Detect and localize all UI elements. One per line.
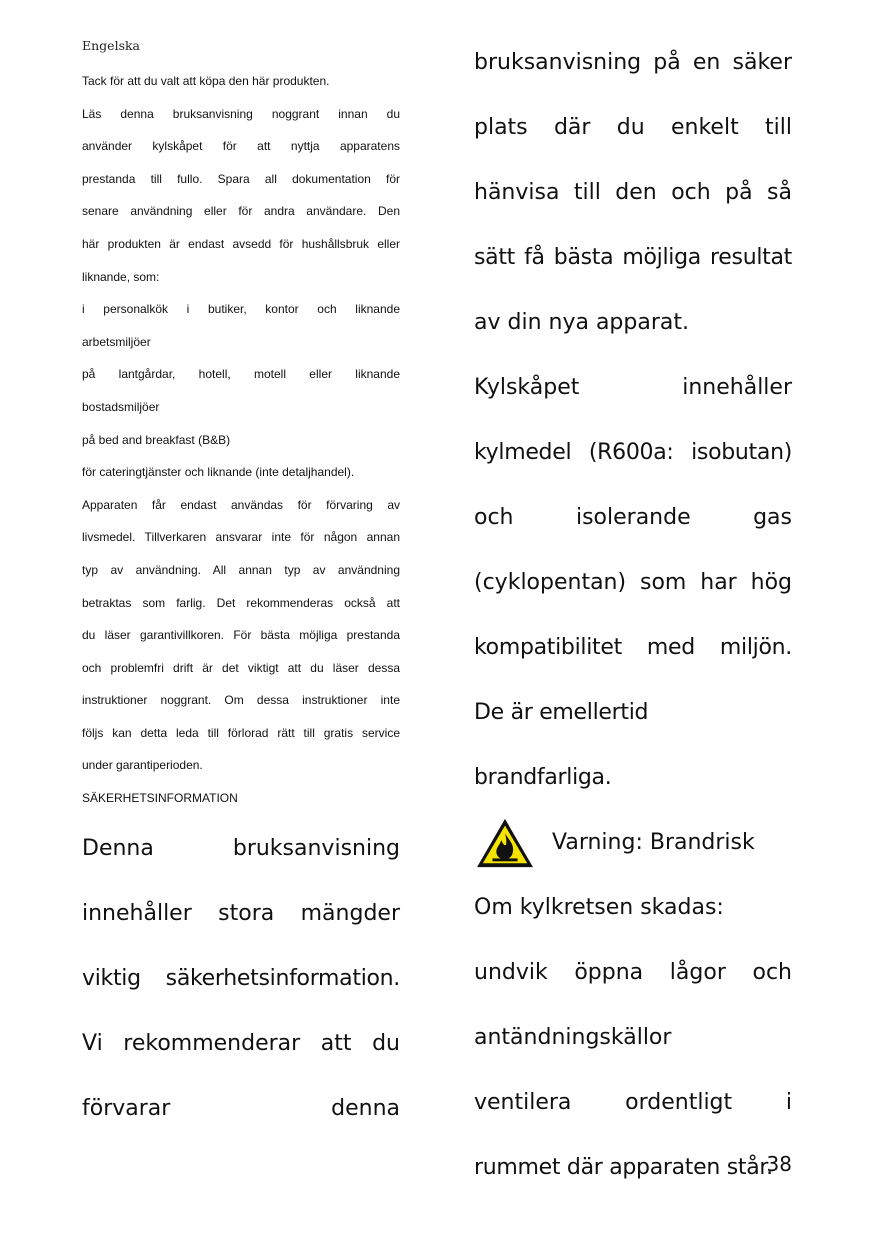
text-line: Läs denna bruksanvisning noggrant innan du — [82, 106, 400, 121]
text-line: hänvisa till den och på så — [474, 180, 792, 205]
text-line: under garantiperioden. — [82, 758, 203, 773]
text-line: Tack för att du valt att köpa den här produkten. — [82, 74, 330, 88]
text-line: förvarar denna — [82, 1096, 400, 1121]
text-line: liknande, som: — [82, 269, 160, 284]
warning-label: Varning: Brandrisk — [552, 830, 755, 855]
text-line: du läser garantivillkoren. För bästa möjliga prestanda — [82, 628, 400, 643]
text-line: på bed and breakfast (B&B) — [82, 432, 231, 447]
text-line: använder kylskåpet för att nyttja apparatens — [82, 139, 400, 154]
text-line: typ av användning. All annan typ av användning — [82, 562, 400, 577]
text-line: betraktas som farlig. Det rekommenderas också att — [82, 595, 400, 610]
text-line: undvik öppna lågor och — [474, 960, 792, 985]
text-line: bostadsmiljöer — [82, 399, 160, 414]
text-line: Denna bruksanvisning — [82, 836, 400, 861]
text-line: arbetsmiljöer — [82, 334, 151, 349]
page-number: 38 — [766, 1152, 792, 1176]
text-line: ventilera ordentligt i — [474, 1090, 792, 1115]
text-line: Apparaten får endast användas för förvaring av — [82, 497, 400, 512]
text-line: på lantgårdar, hotell, motell eller liknande — [82, 367, 400, 382]
text-line: antändningskällor — [474, 1025, 672, 1050]
text-line: senare användning eller för andra användare. Den — [82, 204, 400, 219]
text-line: livsmedel. Tillverkaren ansvarar inte för någon annan — [82, 530, 400, 545]
text-line: kompatibilitet med miljön. — [474, 635, 792, 660]
intro-text — [82, 65, 400, 815]
text-line: sätt få bästa möjliga resultat — [474, 245, 792, 270]
right-column-text — [474, 30, 792, 1200]
text-line: av din nya apparat. — [474, 310, 689, 335]
text-line: och isolerande gas — [474, 505, 792, 530]
text-line: kylmedel (R600a: isobutan) — [474, 440, 792, 465]
text-line: Om kylkretsen skadas: — [474, 895, 724, 920]
text-line: plats där du enkelt till — [474, 115, 792, 140]
text-line: innehåller stora mängder — [82, 901, 400, 926]
section-heading: SÄKERHETSINFORMATION — [82, 791, 238, 806]
text-line: viktig säkerhetsinformation. — [82, 966, 400, 991]
text-line: i personalkök i butiker, kontor och liknande — [82, 302, 400, 317]
text-line: instruktioner noggrant. Om dessa instruktioner inte — [82, 693, 400, 708]
text-line: rummet där apparaten står. — [474, 1155, 773, 1180]
text-line: prestanda till fullo. Spara all dokumentation för — [82, 171, 400, 186]
text-line: Vi rekommenderar att du — [82, 1031, 400, 1056]
language-header: Engelska — [82, 38, 141, 53]
text-line: Kylskåpet innehåller — [474, 375, 792, 400]
text-line: (cyklopentan) som har hög — [474, 570, 792, 595]
safety-intro-text — [82, 816, 400, 1141]
text-line: följs kan detta leda till förlorad rätt till gratis service — [82, 725, 400, 740]
text-line: De är emellertid brandfarliga. — [474, 700, 649, 790]
text-line: för cateringtjänster och liknande (inte detaljhandel). — [82, 465, 355, 480]
flammable-warning-icon — [474, 816, 536, 870]
fire-warning — [474, 810, 792, 875]
text-line: här produkten är endast avsedd för hushållsbruk eller — [82, 236, 400, 251]
text-line: bruksanvisning på en säker — [474, 50, 792, 75]
text-line: och problemfri drift är det viktigt att du läser dessa — [82, 660, 400, 675]
